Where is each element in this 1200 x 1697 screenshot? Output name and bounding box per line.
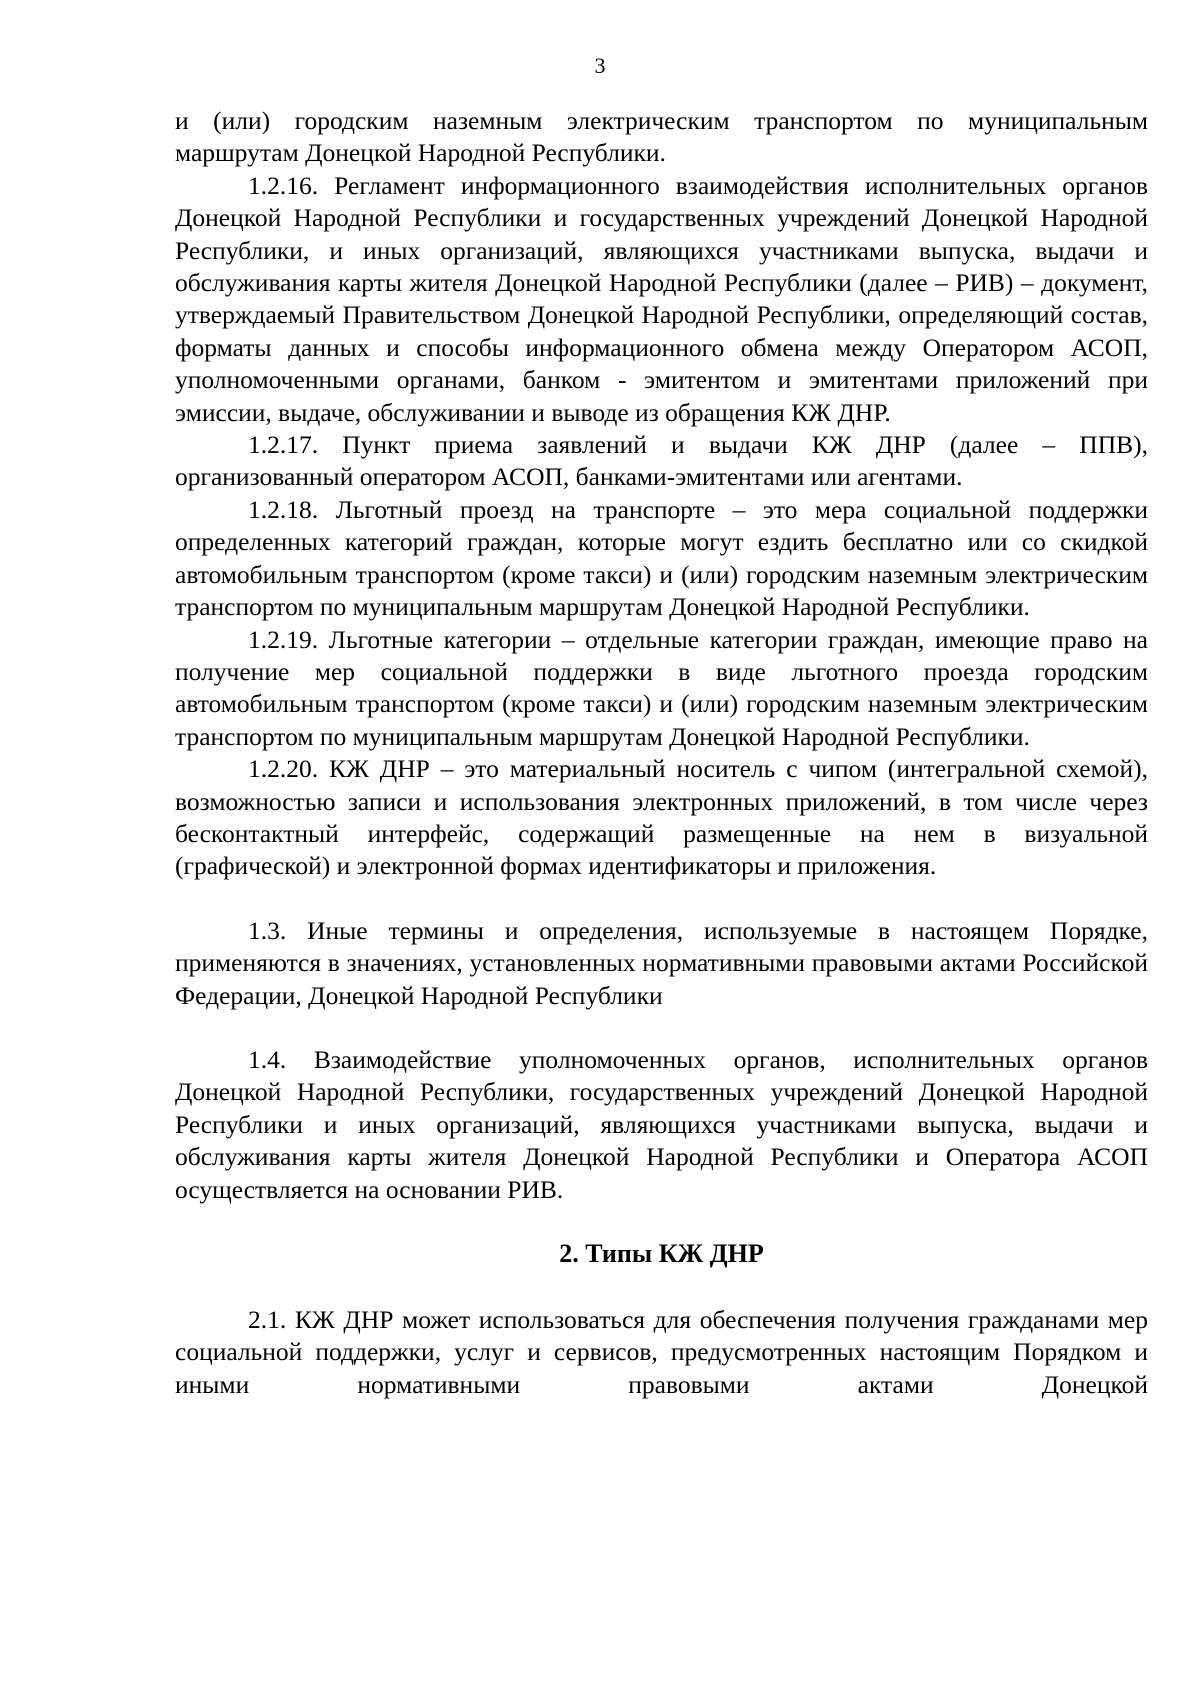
paragraph-1-3: 1.3. Иные термины и определения, используемые в настоящем Порядке, применяются в значениях, установленных нормативными правовыми актами Российской Федерации, Донецкой Народной Республики xyxy=(175,915,1148,1010)
paragraph-1-2-16: 1.2.16. Регламент информационного взаимодействия исполнительных органов Донецкой Народной Республики и государственных учреждений Донецкой Народной Республики, и иных организаций, являющихся участниками выпуска, выдачи и обслуживания карты жителя Донецкой Народной Республики (далее – РИВ) – документ, утверждаемый Правительством Донецкой Народной Республики, определяющий состав, форматы данных и способы информационного обмена между Оператором АСОП, уполномоченными органами, банком - эмитентом и эмитентами приложений при эмиссии, выдаче, обслуживании и выводе из обращения КЖ ДНР. xyxy=(175,170,1148,427)
paragraph-1-4: 1.4. Взаимодействие уполномоченных органов, исполнительных органов Донецкой Народной Республики, государственных учреждений Донецкой Народной Республики и иных организаций, являющихся участниками выпуска, выдачи и обслуживания карты жителя Донецкой Народной Республики и Оператора АСОП осуществляется на основании РИВ. xyxy=(175,1044,1148,1204)
page-number: 3 xyxy=(594,53,606,78)
paragraph-1-2-17: 1.2.17. Пункт приема заявлений и выдачи КЖ ДНР (далее – ППВ), организованный оператором АСОП, банками-эмитентами или агентами. xyxy=(175,430,1148,492)
paragraph-continuation: и (или) городским наземным электрическим транспортом по муниципальным маршрутам Донецкой Народной Республики. xyxy=(175,106,1148,168)
paragraph-2-1: 2.1. КЖ ДНР может использоваться для обеспечения получения гражданами мер социальной поддержки, услуг и сервисов, предусмотренных настоящим Порядком и иными нормативными правовыми актами Донецкой xyxy=(175,1305,1148,1399)
paragraph-1-2-18: 1.2.18. Льготный проезд на транспорте – это мера социальной поддержки определенных категорий граждан, которые могут ездить бесплатно или со скидкой автомобильным транспортом (кроме такси) и (или) городским наземным электрическим транспортом по муниципальным маршрутам Донецкой Народной Республики. xyxy=(175,494,1148,622)
section-heading-2: 2. Типы КЖ ДНР xyxy=(559,1239,764,1268)
paragraph-1-2-20: 1.2.20. КЖ ДНР – это материальный носитель с чипом (интегральной схемой), возможностью записи и использования электронных приложений, в том числе через бесконтактный интерфейс, содержащий размещенные на нем в визуальной (графической) и электронной формах идентификаторы и приложения. xyxy=(175,754,1148,881)
paragraph-1-2-19: 1.2.19. Льготные категории – отдельные категории граждан, имеющие право на получение мер социальной поддержки в виде льготного проезда городским автомобильным транспортом (кроме такси) и (или) городским наземным электрическим транспортом по муниципальным маршрутам Донецкой Народной Республики. xyxy=(175,624,1148,751)
document-body xyxy=(175,105,1148,1401)
